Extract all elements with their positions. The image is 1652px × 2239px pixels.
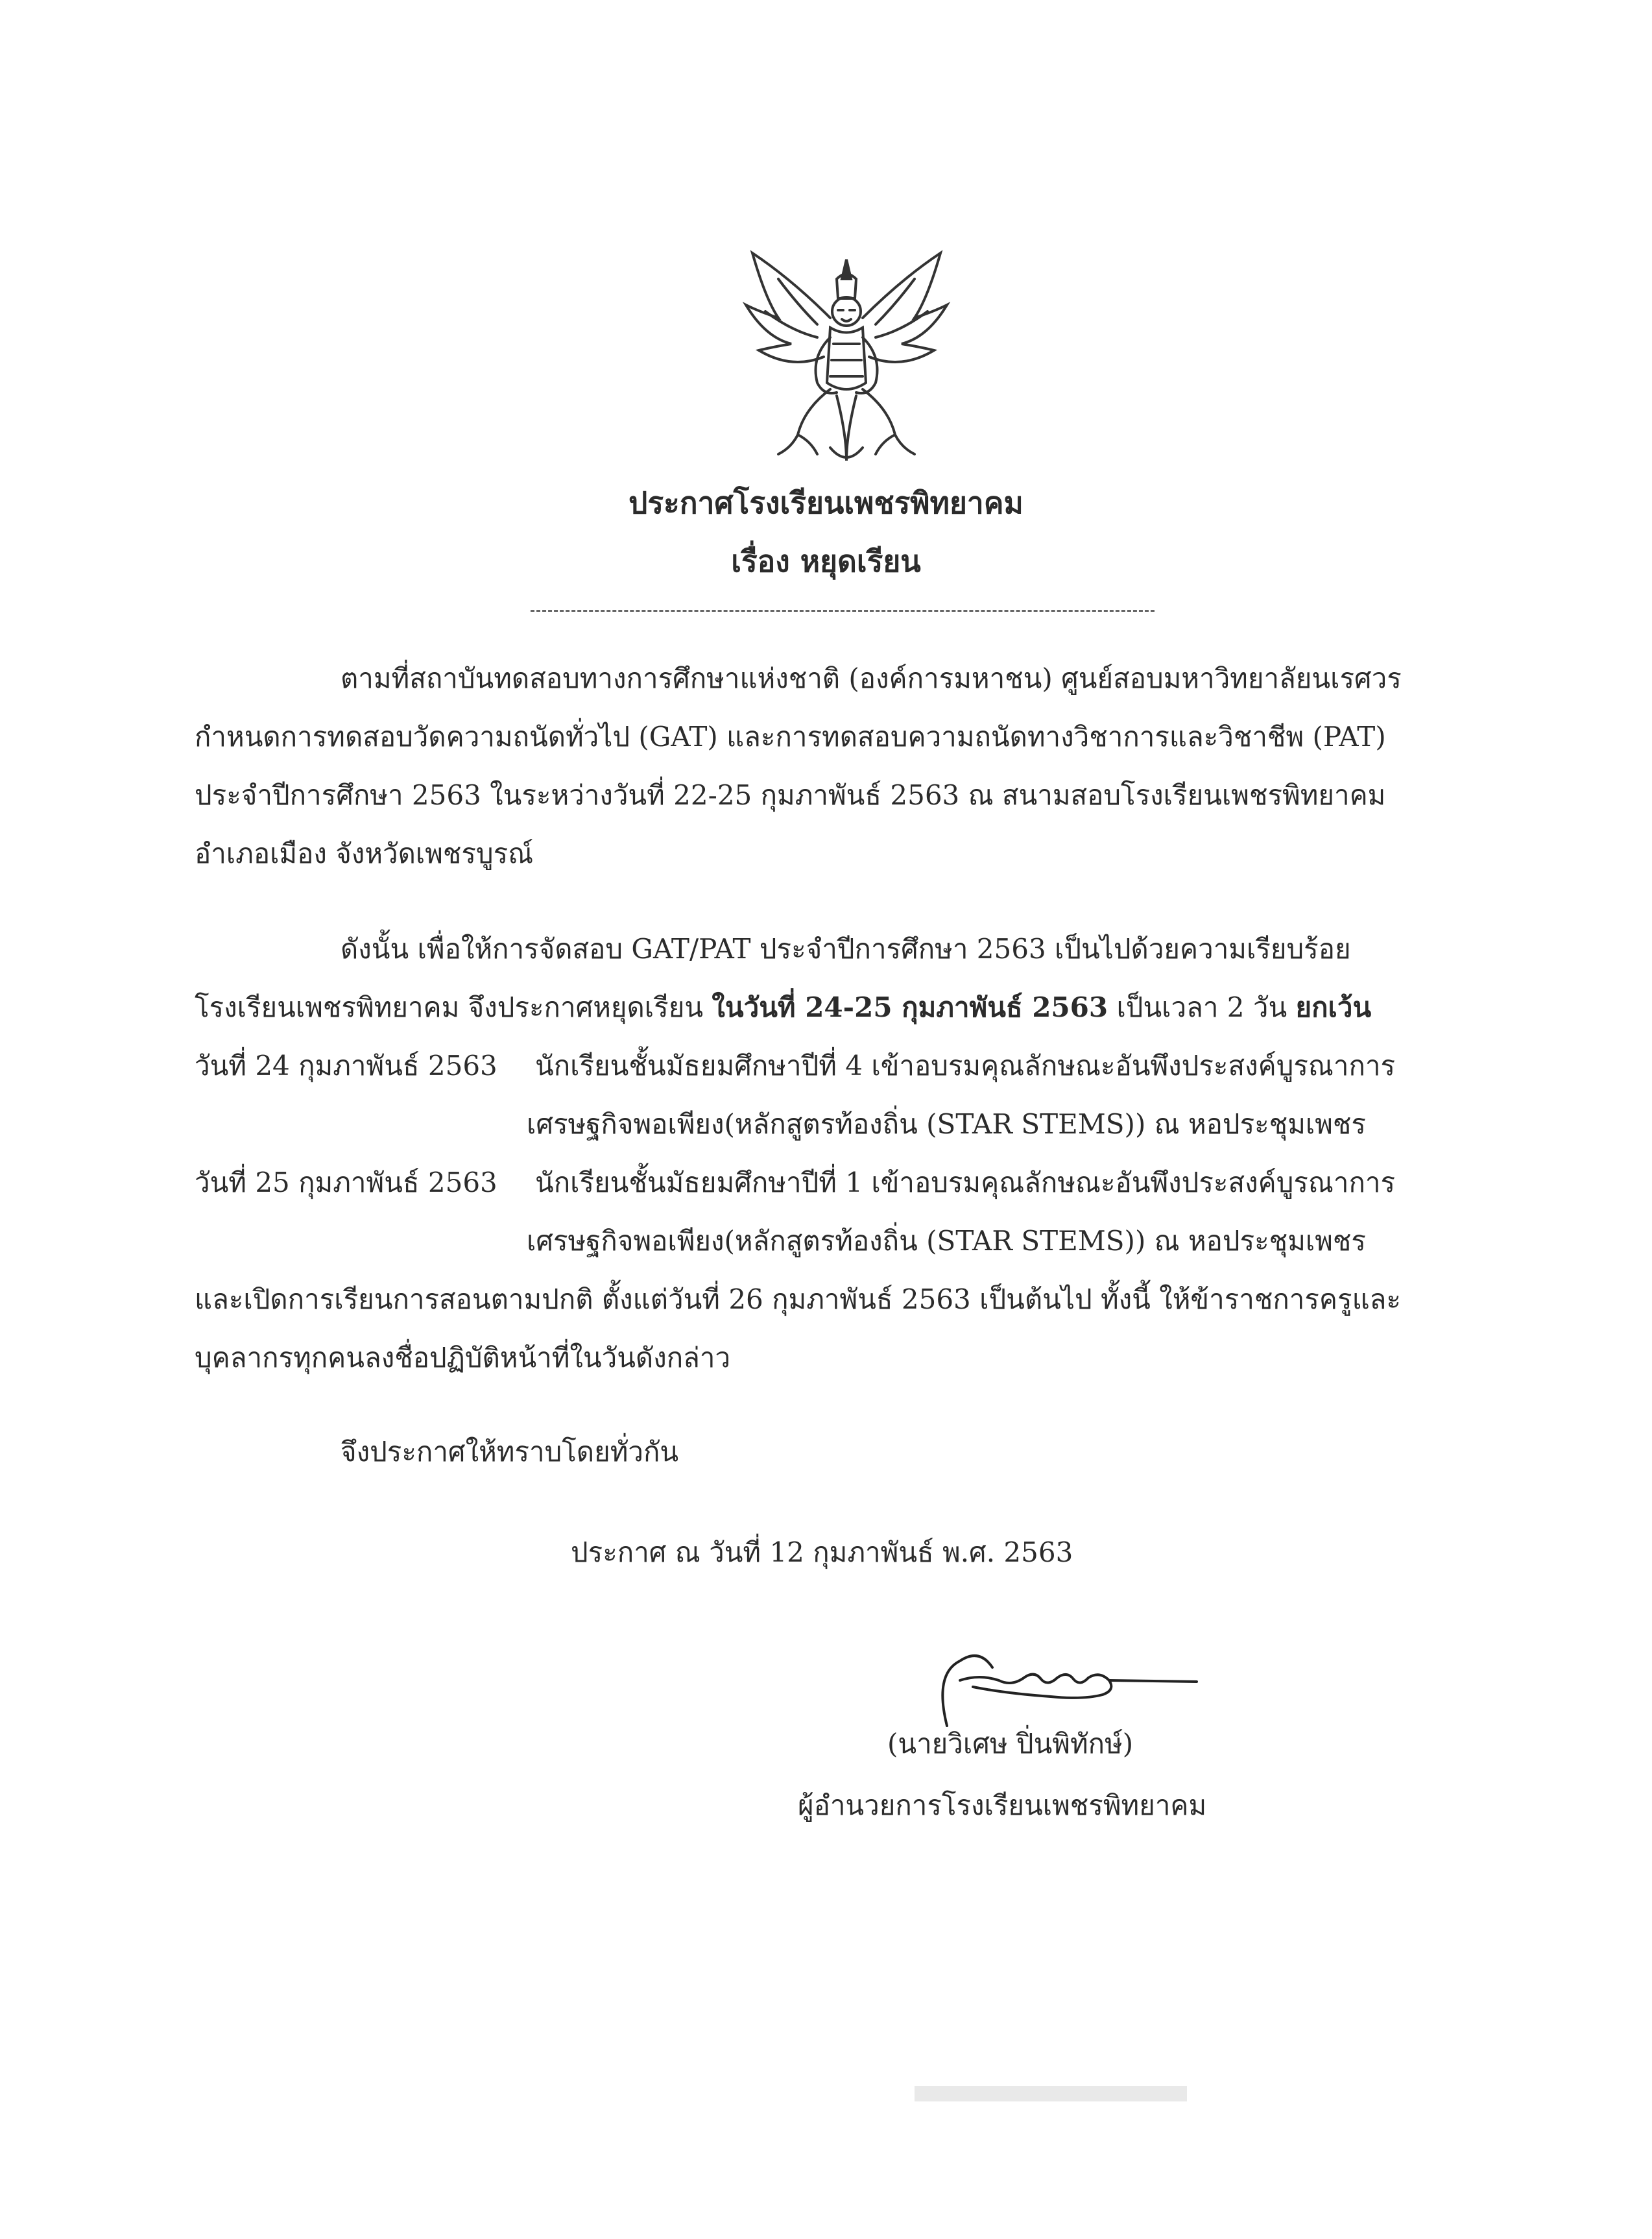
announce-text: จึงประกาศให้ทราบโดยทั่วกัน [341,1436,679,1468]
paragraph1-line2: กำหนดการทดสอบวัดความถนัดทั่วไป (GAT) และการทดสอบความถนัดทางวิชาการและวิชาชีพ (PAT) [195,721,1386,753]
handwritten-signature-icon [921,1635,1200,1732]
closing-line1: และเปิดการเรียนการสอนตามปกติ ตั้งแต่วันที่ 26 กุมภาพันธ์ 2563 เป็นต้นไป ทั้งนี้ ให้ข้าราชการครูและ [195,1283,1401,1315]
closing-line2: บุคลากรทุกคนลงชื่อปฏิบัติหน้าที่ในวันดังกล่าว [195,1342,731,1374]
date-line: ประกาศ ณ วันที่ 12 กุมภาพันธ์ พ.ศ. 2563 [571,1536,1073,1568]
paragraph2-line2-duration: เป็นเวลา 2 วัน [1108,991,1296,1023]
divider [531,610,1155,612]
page-title: ประกาศโรงเรียนเพชรพิทยาคม [628,485,1024,520]
paragraph1-line4: อำเภอเมือง จังหวัดเพชรบูรณ์ [195,838,534,869]
paragraph2-line2 [195,989,1371,1026]
garuda-emblem-icon [739,240,953,474]
paragraph2-line2-text: โรงเรียนเพชรพิทยาคม จึงประกาศหยุดเรียน [195,991,712,1023]
exception1-line1: นักเรียนชั้นมัธยมศึกษาปีที่ 4 เข้าอบรมคุณลักษณะอันพึงประสงค์บูรณาการ [535,1050,1396,1082]
exception1-line2: เศรษฐกิจพอเพียง(หลักสูตรท้องถิ่น (STAR STEMS)) ณ หอประชุมเพชร [527,1108,1366,1140]
signatory-name: (นายวิเศษ ปิ่นพิทักษ์) [887,1728,1134,1760]
paragraph1-line3: ประจำปีการศึกษา 2563 ในระหว่างวันที่ 22-25 กุมภาพันธ์ 2563 ณ สนามสอบโรงเรียนเพชรพิทยาคม [195,779,1386,811]
bleed-through-mark [915,2073,1187,2112]
closure-dates: ในวันที่ 24-25 กุมภาพันธ์ 2563 [712,991,1108,1023]
paragraph1-line1: ตามที่สถาบันทดสอบทางการศึกษาแห่งชาติ (องค์การมหาชน) ศูนย์สอบมหาวิทยาลัยนเรศวร [341,662,1402,694]
exception1-date: วันที่ 24 กุมภาพันธ์ 2563 [195,1050,497,1082]
page-subject: เรื่อง หยุดเรียน [731,544,921,579]
paragraph2-line1: ดังนั้น เพื่อให้การจัดสอบ GAT/PAT ประจำปีการศึกษา 2563 เป็นไปด้วยความเรียบร้อย [341,933,1351,965]
except-label: ยกเว้น [1295,991,1372,1023]
exception2-date: วันที่ 25 กุมภาพันธ์ 2563 [195,1167,497,1198]
exception2-line2: เศรษฐกิจพอเพียง(หลักสูตรท้องถิ่น (STAR STEMS)) ณ หอประชุมเพชร [527,1225,1366,1257]
exception2-line1: นักเรียนชั้นมัธยมศึกษาปีที่ 1 เข้าอบรมคุณลักษณะอันพึงประสงค์บูรณาการ [535,1167,1396,1198]
signatory-position: ผู้อำนวยการโรงเรียนเพชรพิทยาคม [798,1789,1207,1821]
